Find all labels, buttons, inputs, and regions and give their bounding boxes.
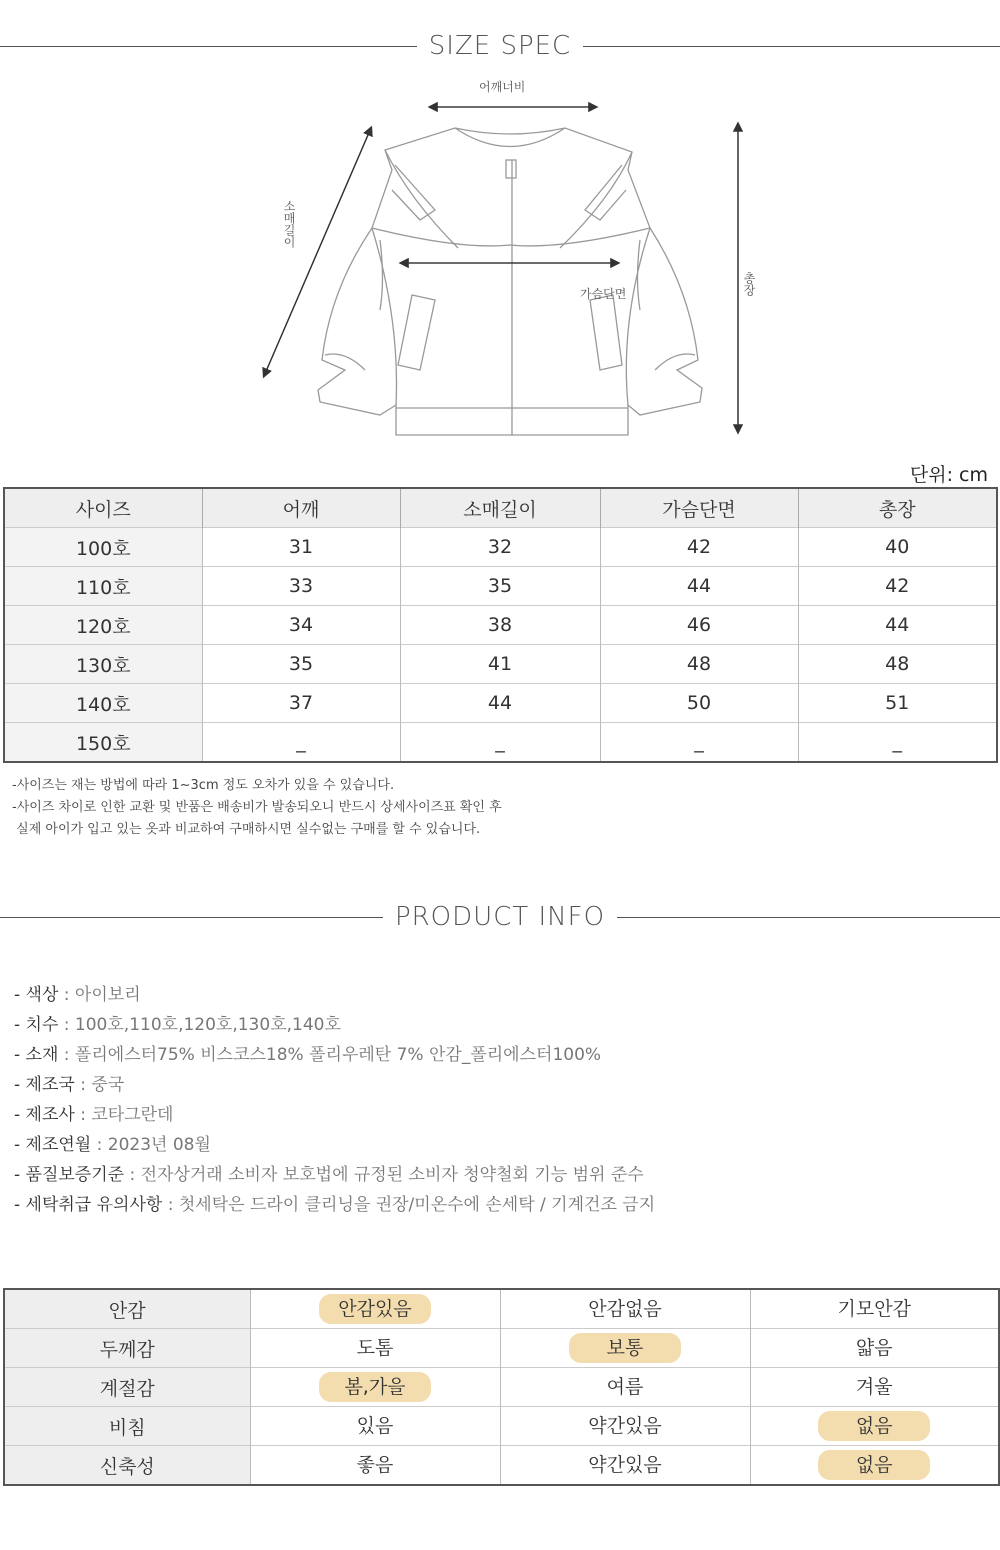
list-item	[14, 1100, 655, 1130]
feature-label: 안감	[4, 1289, 250, 1329]
size-notes	[12, 775, 502, 841]
unit-label: 단위: cm	[909, 464, 988, 486]
info-label-material: - 소재	[14, 1045, 59, 1065]
size-cell: 130호	[4, 645, 202, 684]
value-cell: 31	[202, 528, 400, 567]
garment-diagram	[0, 70, 1000, 450]
header-chest: 가슴단면	[600, 488, 798, 528]
value-cell: 32	[400, 528, 600, 567]
info-label-country: - 제조국	[14, 1075, 75, 1095]
feature-label: 계절감	[4, 1368, 250, 1407]
table-row	[4, 723, 997, 763]
info-label-date: - 제조연월	[14, 1135, 92, 1155]
option-stretch-slight: 약간있음	[588, 1454, 662, 1476]
option-lining-no: 안감없음	[588, 1298, 662, 1320]
value-cell: 41	[400, 645, 600, 684]
size-cell: 150호	[4, 723, 202, 763]
product-info-list	[14, 980, 655, 1220]
value-cell: _	[400, 723, 600, 763]
size-cell: 140호	[4, 684, 202, 723]
value-cell: _	[798, 723, 997, 763]
value-cell: 50	[600, 684, 798, 723]
product-info-header	[0, 897, 1000, 937]
header-shoulder: 어깨	[202, 488, 400, 528]
option-spring-fall: 봄,가을	[319, 1372, 431, 1402]
list-item	[14, 1190, 655, 1220]
table-row	[4, 606, 997, 645]
info-value-care: : 첫세탁은 드라이 클리닝을 권장/미온수에 손세탁 / 기계건조 금지	[162, 1195, 656, 1215]
option-thin: 얇음	[855, 1337, 893, 1359]
size-cell: 100호	[4, 528, 202, 567]
option-stretch-good: 좋음	[356, 1454, 394, 1476]
size-spec-title: SIZE SPEC	[417, 31, 583, 61]
value-cell: 51	[798, 684, 997, 723]
option-lining-yes: 안감있음	[319, 1294, 431, 1324]
feature-row-stretch	[4, 1446, 999, 1486]
header-size: 사이즈	[4, 488, 202, 528]
value-cell: 35	[400, 567, 600, 606]
feature-label: 신축성	[4, 1446, 250, 1486]
table-row	[4, 645, 997, 684]
info-label-manufacturer: - 제조사	[14, 1105, 75, 1125]
info-label-size: - 치수	[14, 1015, 59, 1035]
info-value-color: : 아이보리	[58, 985, 141, 1005]
option-sheer-none: 없음	[818, 1411, 930, 1441]
value-cell: 42	[600, 528, 798, 567]
size-spec-header	[0, 26, 1000, 66]
shoulder-label: 어깨너비	[479, 80, 526, 94]
info-value-date: : 2023년 08월	[91, 1135, 211, 1155]
option-normal: 보통	[569, 1333, 681, 1363]
option-summer: 여름	[606, 1376, 644, 1398]
chest-label: 가슴단면	[580, 287, 627, 301]
option-winter: 겨울	[855, 1376, 893, 1398]
value-cell: 35	[202, 645, 400, 684]
value-cell: 42	[798, 567, 997, 606]
feature-table	[3, 1288, 1000, 1486]
info-value-country: : 중국	[74, 1075, 125, 1095]
size-table-header	[4, 488, 997, 528]
note-line: 실제 아이가 입고 있는 옷과 비교하여 구매하시면 실수없는 구매를 할 수 있습니다.	[12, 822, 481, 837]
feature-row-season	[4, 1368, 999, 1407]
value-cell: 48	[798, 645, 997, 684]
header-length: 총장	[798, 488, 997, 528]
value-cell: 44	[600, 567, 798, 606]
table-row	[4, 684, 997, 723]
value-cell: 34	[202, 606, 400, 645]
table-row	[4, 567, 997, 606]
value-cell: _	[202, 723, 400, 763]
list-item	[14, 1040, 655, 1070]
length-label: 총장	[742, 272, 756, 296]
value-cell: 38	[400, 606, 600, 645]
option-sheer-slight: 약간있음	[588, 1415, 662, 1437]
value-cell: 44	[400, 684, 600, 723]
list-item	[14, 1070, 655, 1100]
feature-row-sheer	[4, 1407, 999, 1446]
list-item	[14, 980, 655, 1010]
option-lining-fleece: 기모안감	[837, 1298, 911, 1320]
jacket-illustration	[0, 70, 1000, 450]
info-label-color: - 색상	[14, 985, 59, 1005]
info-label-care: - 세탁취급 유의사항	[14, 1195, 163, 1215]
note-line: -사이즈는 재는 방법에 따라 1~3cm 정도 오차가 있을 수 있습니다.	[12, 778, 395, 793]
size-cell: 120호	[4, 606, 202, 645]
size-table	[3, 487, 998, 763]
sleeve-label: 소매길이	[282, 200, 296, 248]
table-row	[4, 528, 997, 567]
product-info-title: PRODUCT INFO	[383, 902, 617, 932]
list-item	[14, 1130, 655, 1160]
list-item	[14, 1010, 655, 1040]
info-label-warranty: - 품질보증기준	[14, 1165, 125, 1185]
option-thick: 도톰	[356, 1337, 394, 1359]
value-cell: 46	[600, 606, 798, 645]
value-cell: 37	[202, 684, 400, 723]
info-value-material: : 폴리에스터75% 비스코스18% 폴리우레탄 7% 안감_폴리에스터100%	[58, 1045, 602, 1065]
info-value-manufacturer: : 코타그란데	[74, 1105, 174, 1125]
note-line: -사이즈 차이로 인한 교환 및 반품은 배송비가 발송되오니 반드시 상세사이즈표 확인 후	[12, 800, 502, 815]
feature-label: 비침	[4, 1407, 250, 1446]
feature-row-thickness	[4, 1329, 999, 1368]
info-value-size: : 100호,110호,120호,130호,140호	[58, 1015, 341, 1035]
option-stretch-none: 없음	[818, 1450, 930, 1480]
value-cell: 40	[798, 528, 997, 567]
option-sheer-yes: 있음	[356, 1415, 394, 1437]
header-sleeve: 소매길이	[400, 488, 600, 528]
value-cell: 48	[600, 645, 798, 684]
info-value-warranty: : 전자상거래 소비자 보호법에 규정된 소비자 청약철회 기능 범위 준수	[124, 1165, 644, 1185]
value-cell: _	[600, 723, 798, 763]
size-cell: 110호	[4, 567, 202, 606]
value-cell: 44	[798, 606, 997, 645]
feature-row-lining	[4, 1289, 999, 1329]
feature-label: 두께감	[4, 1329, 250, 1368]
list-item	[14, 1160, 655, 1190]
value-cell: 33	[202, 567, 400, 606]
